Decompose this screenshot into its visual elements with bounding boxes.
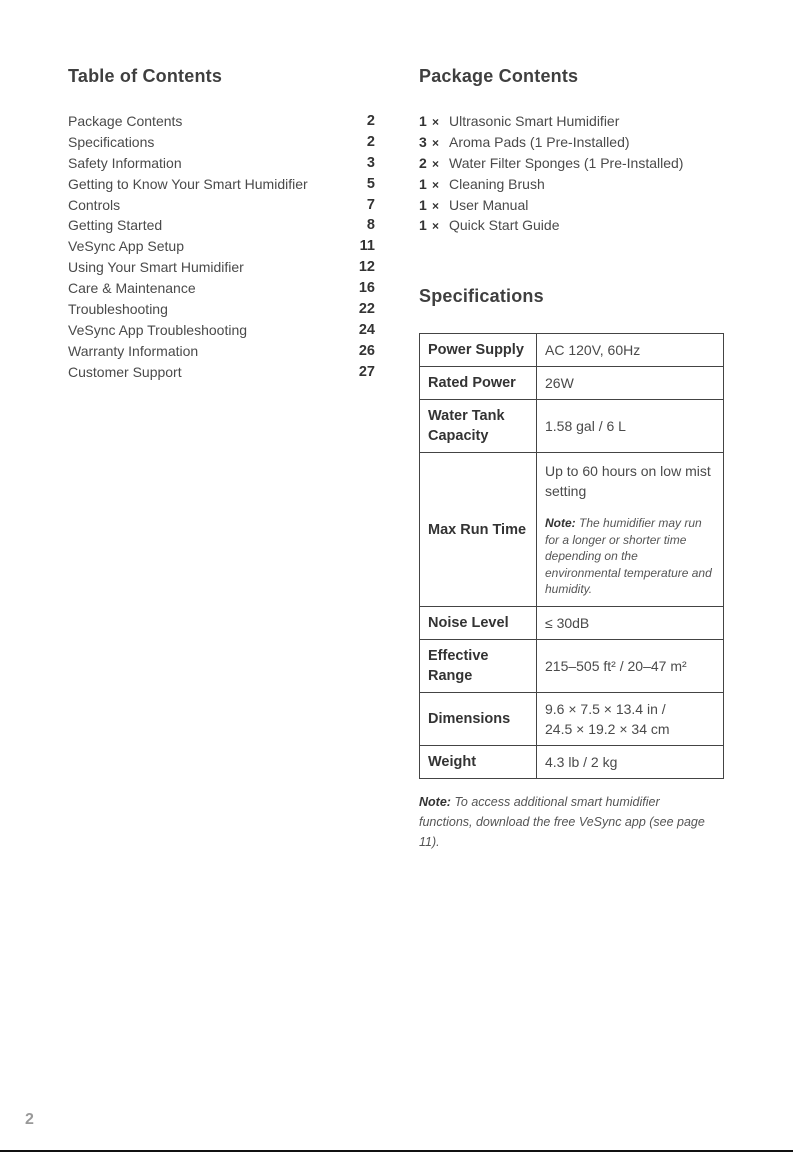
- package-item: [419, 215, 683, 236]
- spec-row-dimensions: [420, 693, 724, 746]
- toc-item-page: 12: [358, 259, 375, 276]
- package-item-qty: 1: [419, 175, 427, 192]
- spec-note: [545, 515, 715, 598]
- page-number: 2: [25, 1111, 34, 1128]
- spec-value: ≤ 30dB: [537, 607, 724, 640]
- times-symbol: ×: [432, 219, 440, 234]
- toc-item-label: Care & Maintenance: [68, 280, 196, 297]
- note-text: To access additional smart humidifier functions, download the free VeSync app (see page 11).: [419, 795, 705, 849]
- package-item: [419, 153, 683, 174]
- spec-label: Noise Level: [420, 607, 537, 640]
- toc-list: [68, 111, 375, 383]
- specifications-title: Specifications: [419, 286, 544, 306]
- package-contents-list: [419, 111, 683, 236]
- toc-item: [68, 341, 375, 362]
- spec-label: Water Tank Capacity: [420, 400, 537, 453]
- spec-label: Power Supply: [420, 334, 537, 367]
- note-label: Note:: [545, 516, 576, 531]
- package-item: [419, 195, 683, 216]
- toc-item-label: Getting to Know Your Smart Humidifier: [68, 175, 308, 192]
- toc-item-page: 11: [359, 238, 375, 255]
- toc-item-label: Specifications: [68, 133, 155, 150]
- toc-item: [68, 174, 375, 195]
- package-item-qty: 1: [419, 113, 427, 129]
- toc-item-label: Controls: [68, 196, 121, 213]
- package-item-qty: 3: [419, 133, 427, 150]
- toc-item-page: 24: [358, 321, 375, 338]
- toc-item-label: VeSync App Setup: [68, 238, 184, 255]
- package-item-label: Quick Start Guide: [449, 217, 560, 234]
- times-symbol: ×: [432, 177, 440, 192]
- toc-item-page: 27: [358, 363, 375, 380]
- note-label: Note:: [419, 795, 451, 809]
- spec-value: AC 120V, 60Hz: [537, 334, 724, 367]
- toc-item-page: 7: [366, 196, 375, 213]
- spec-value: 1.58 gal / 6 L: [537, 400, 724, 453]
- spec-value: 26W: [537, 367, 724, 400]
- toc-item: [68, 236, 375, 257]
- package-item-qty: 1: [419, 196, 427, 213]
- toc-item: [68, 257, 375, 278]
- package-item-label: User Manual: [449, 196, 529, 213]
- toc-item-label: VeSync App Troubleshooting: [68, 321, 248, 338]
- spec-row-power-supply: [420, 334, 724, 367]
- spec-value: 215–505 ft² / 20–47 m²: [537, 640, 724, 693]
- toc-item: [68, 362, 375, 383]
- note-text: The humidifier may run for a longer or shorter time depending on the environmental temperature and humidity.: [545, 516, 712, 597]
- spec-label: Weight: [420, 746, 537, 779]
- toc-item: [68, 215, 375, 236]
- package-item-label: Aroma Pads (1 Pre-Installed): [449, 133, 630, 150]
- toc-item-label: Safety Information: [68, 154, 182, 171]
- toc-item: [68, 153, 375, 174]
- package-contents-title: Package Contents: [419, 66, 579, 86]
- toc-item: [68, 195, 375, 216]
- package-item: [419, 132, 683, 153]
- toc-item-label: Using Your Smart Humidifier: [68, 259, 244, 276]
- footer-note: [419, 792, 709, 852]
- package-item-qty: 1: [419, 217, 427, 234]
- times-symbol: ×: [432, 135, 440, 150]
- package-item: [419, 174, 683, 195]
- times-symbol: ×: [432, 115, 440, 129]
- toc-item-page: 16: [358, 280, 375, 297]
- spec-label: Max Run Time: [420, 453, 537, 607]
- package-item-label: Water Filter Sponges (1 Pre-Installed): [449, 154, 684, 171]
- toc-item-label: Warranty Information: [68, 342, 199, 359]
- toc-title: Table of Contents: [68, 66, 223, 86]
- spec-value: 9.6 × 7.5 × 13.4 in /: [545, 701, 666, 717]
- spec-row-water-tank: [420, 400, 724, 453]
- spec-label: Dimensions: [420, 693, 537, 746]
- toc-item-label: Troubleshooting: [68, 301, 168, 318]
- toc-item-page: 3: [366, 154, 375, 171]
- spec-row-max-run-time: [420, 453, 724, 607]
- toc-item-page: 22: [358, 301, 375, 318]
- bottom-rule: [0, 1150, 793, 1152]
- spec-value: Up to 60 hours on low mist setting: [545, 463, 711, 500]
- package-item-label: Cleaning Brush: [449, 175, 545, 192]
- specifications-table: [419, 333, 724, 779]
- toc-item: [68, 320, 375, 341]
- toc-item-page: 26: [358, 342, 375, 359]
- toc-item-label: Customer Support: [68, 363, 182, 380]
- times-symbol: ×: [432, 198, 440, 213]
- spec-label: Rated Power: [420, 367, 537, 400]
- spec-row-rated-power: [420, 367, 724, 400]
- toc-item-page: 8: [366, 217, 375, 234]
- spec-label: Effective Range: [420, 640, 537, 693]
- spec-value: 4.3 lb / 2 kg: [537, 746, 724, 779]
- spec-value: 24.5 × 19.2 × 34 cm: [545, 721, 670, 737]
- spec-row-effective-range: [420, 640, 724, 693]
- toc-item: [68, 299, 375, 320]
- toc-item-label: Package Contents: [68, 113, 183, 129]
- spec-row-noise-level: [420, 607, 724, 640]
- toc-item: [68, 278, 375, 299]
- package-item: [419, 111, 683, 132]
- toc-item-label: Getting Started: [68, 217, 163, 234]
- times-symbol: ×: [432, 156, 440, 171]
- spec-row-weight: [420, 746, 724, 779]
- toc-item-page: 2: [366, 113, 375, 129]
- package-item-qty: 2: [419, 154, 427, 171]
- toc-item-page: 2: [366, 133, 375, 150]
- toc-item: [68, 111, 375, 132]
- toc-item: [68, 132, 375, 153]
- toc-item-page: 5: [366, 175, 375, 192]
- package-item-label: Ultrasonic Smart Humidifier: [449, 113, 620, 129]
